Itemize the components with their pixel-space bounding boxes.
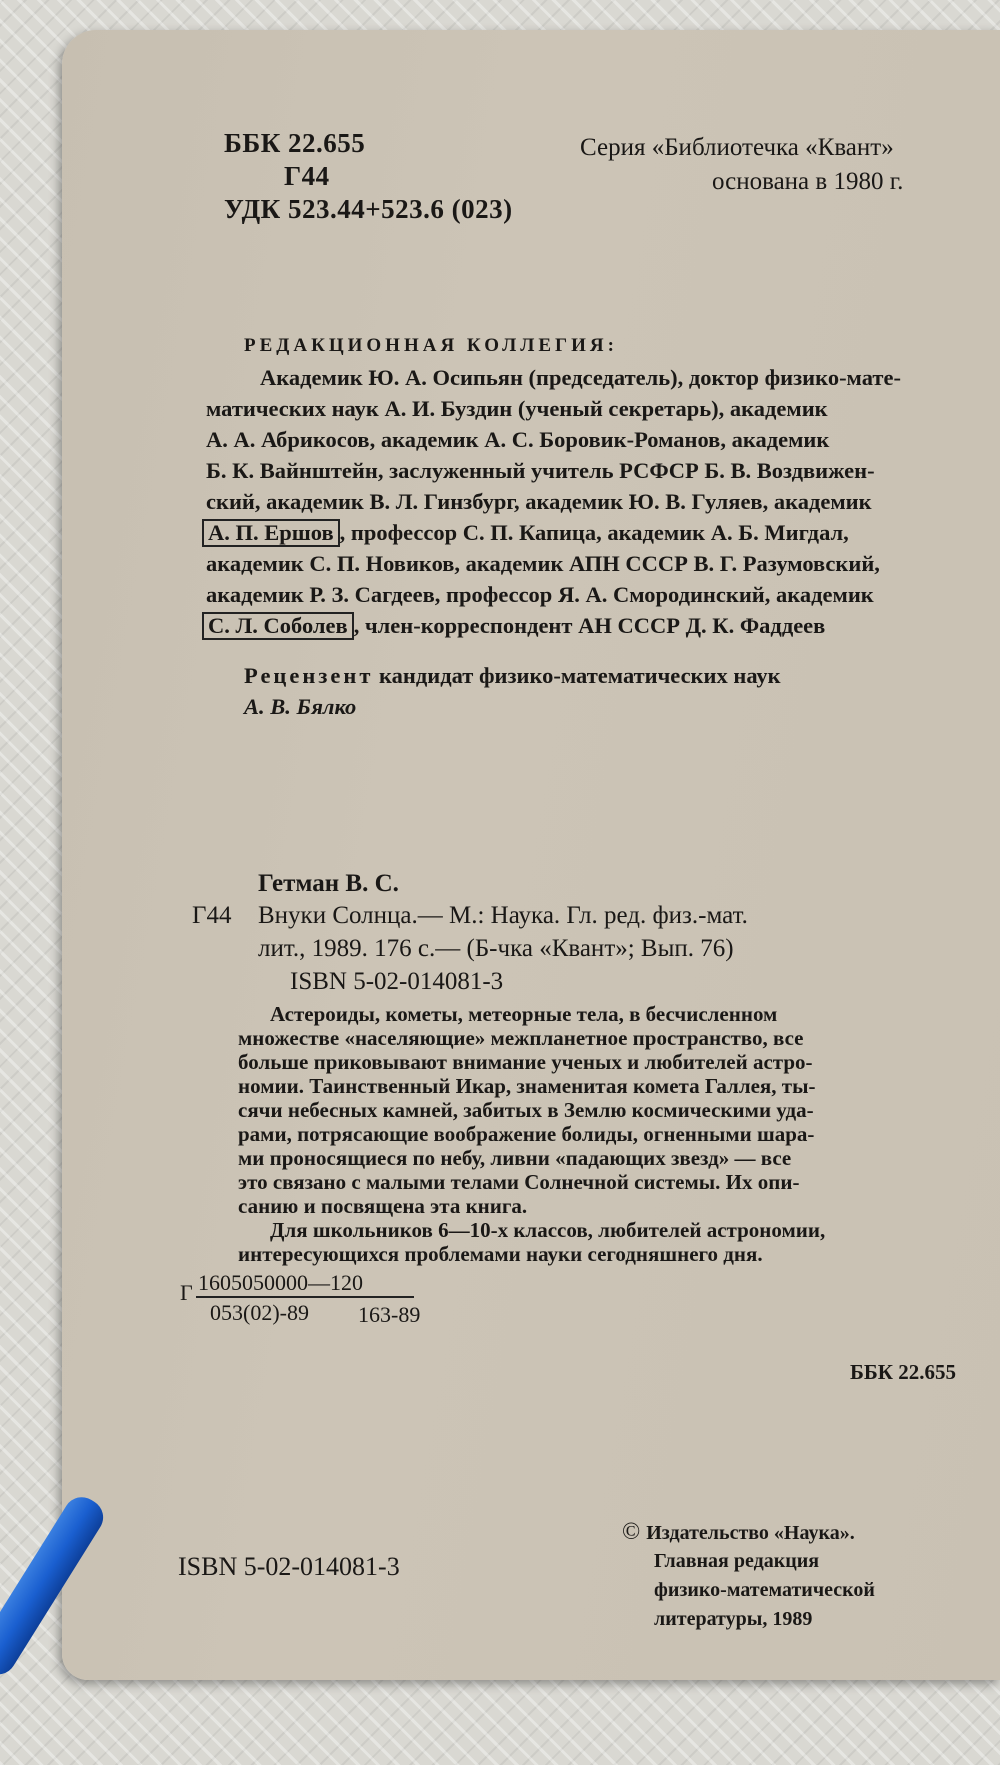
card-author: Гетман В. С. (258, 870, 399, 897)
board-line: академик Р. З. Сагдеев, профессор Я. А. Смородинский, академик (206, 582, 874, 607)
board-line: академик С. П. Новиков, академик АПН СССР В. Г. Разумовский, (206, 551, 880, 576)
bbk-bottom: ББК 22.655 (850, 1360, 956, 1384)
abstract-line: сячи небесных камней, забитых в Землю космическими уда- (238, 1098, 814, 1122)
code-suffix: 163-89 (358, 1302, 421, 1327)
board-line: С. Л. Соболев , член-корреспондент АН СССР Д. К. Фаддеев (202, 610, 825, 641)
abstract-line: больше приковывают внимание ученых и любителей астро- (238, 1050, 813, 1074)
publisher-line-1: © Издательство «Наука». (622, 1519, 855, 1545)
board-line: матических наук А. И. Буздин (ученый секретарь), академик (206, 396, 828, 421)
copyright-icon: © (622, 1519, 641, 1545)
publisher-line-2: Главная редакция (654, 1550, 820, 1572)
card-mark: Г44 (192, 902, 232, 929)
editorial-board-title: РЕДАКЦИОННАЯ КОЛЛЕГИЯ: (244, 335, 618, 356)
abstract-line: множестве «населяющие» межпланетное пространство, все (238, 1026, 804, 1050)
board-line: ский, академик В. Л. Гинзбург, академик Ю. В. Гуляев, академик (206, 489, 872, 514)
code-denominator: 053(02)-89 (210, 1300, 309, 1325)
udk-code: УДК 523.44+523.6 (023) (224, 194, 513, 224)
abstract-line: рами, потрясающие воображение болиды, огненными шара- (238, 1122, 815, 1146)
abstract-line: Астероиды, кометы, метеорные тела, в бесчисленном (270, 1002, 778, 1026)
deceased-member-box: А. П. Ершов (202, 519, 340, 547)
reviewer-line: Рецензент кандидат физико-математических наук (244, 663, 781, 688)
card-imprint: лит., 1989. 176 с.— (Б-чка «Квант»; Вып. 76) (258, 935, 734, 962)
reviewer-name: А. В. Бялко (244, 694, 357, 719)
board-line: А. П. Ершов , профессор С. П. Капица, академик А. Б. Мигдал, (202, 517, 849, 548)
isbn-bottom: ISBN 5-02-014081-3 (178, 1552, 400, 1581)
series-line-1: Серия «Библиотечка «Квант» (580, 134, 894, 161)
publisher-line-4: литературы, 1989 (654, 1608, 813, 1630)
abstract-line: санию и посвящена эта книга. (238, 1194, 528, 1218)
code-letter: Г (180, 1280, 193, 1305)
card-title: Внуки Солнца.— М.: Наука. Гл. ред. физ.-мат. (258, 902, 748, 929)
board-line: А. А. Абрикосов, академик А. С. Боровик-Романов, академик (206, 427, 830, 452)
fraction-bar (196, 1296, 414, 1298)
abstract-line: Для школьников 6—10-х классов, любителей астрономии, (270, 1218, 826, 1242)
abstract-line: это связано с малыми телами Солнечной системы. Их опи- (238, 1170, 800, 1194)
board-line: Б. К. Вайнштейн, заслуженный учитель РСФСР Б. В. Воздвижен- (206, 458, 875, 483)
board-line: Академик Ю. А. Осипьян (председатель), доктор физико-мате- (260, 365, 901, 390)
reviewer-label: Рецензент (244, 663, 374, 688)
deceased-member-box: С. Л. Соболев (202, 612, 354, 640)
book-page (62, 30, 1000, 1680)
abstract-line: интересующихся проблемами науки сегодняшнего дня. (238, 1242, 763, 1266)
publisher-line-3: физико-математической (654, 1579, 875, 1601)
bbk-code: ББК 22.655 (224, 128, 366, 158)
card-isbn: ISBN 5-02-014081-3 (290, 968, 504, 995)
series-line-2: основана в 1980 г. (712, 168, 904, 195)
code-numerator: 1605050000—120 (198, 1270, 363, 1295)
abstract-line: номии. Таинственный Икар, знаменитая комета Галлея, ты- (238, 1074, 816, 1098)
abstract-line: ми проносящиеся по небу, ливни «падающих звезд» — все (238, 1146, 792, 1170)
author-mark: Г44 (284, 161, 330, 191)
